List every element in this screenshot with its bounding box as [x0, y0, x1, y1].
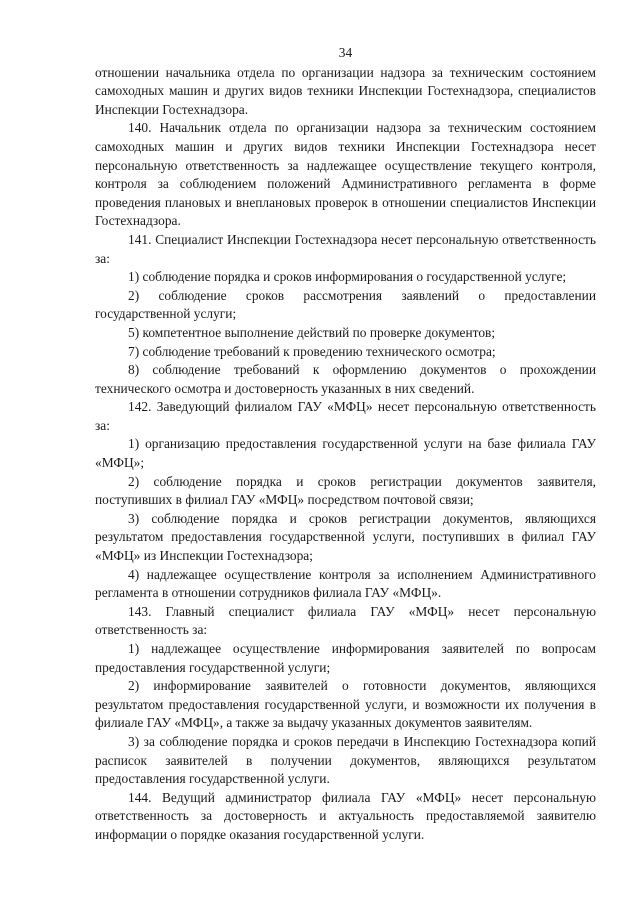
paragraph: 2) соблюдение сроков рассмотрения заявлений о предоставлении государственной услуги; — [95, 287, 596, 322]
paragraph: 1) организацию предоставления государственной услуги на базе филиала ГАУ «МФЦ»; — [95, 436, 596, 471]
paragraph: 141. Специалист Инспекции Гостехнадзора несет персональную ответственность за: — [95, 231, 596, 266]
paragraph: 2) информирование заявителей о готовности документов, являющихся результатом предоставления государственной услуги, и возможности их получения в филиале ГАУ «МФЦ», а также за выдачу указанных документов заявителям. — [95, 678, 596, 731]
paragraph: 7) соблюдение требований к проведению технического осмотра; — [128, 343, 496, 359]
paragraph: 143. Главный специалист филиала ГАУ «МФЦ» несет персональную ответственность за: — [95, 603, 596, 638]
paragraph: 3) за соблюдение порядка и сроков передачи в Инспекцию Гостехнадзора копий расписок заявителей в получении документов, являющихся результатом предоставления государственной услуги. — [95, 733, 596, 787]
paragraph: 5) компетентное выполнение действий по проверке документов; — [128, 324, 496, 340]
paragraph: 142. Заведующий филиалом ГАУ «МФЦ» несет персональную ответственность за: — [95, 399, 596, 433]
document-body — [95, 64, 596, 845]
paragraph: 144. Ведущий администратор филиала ГАУ «МФЦ» несет персональную ответственность за достоверность и актуальность предоставляемой заявителю информации о порядке оказания государственной услуги. — [95, 789, 596, 842]
paragraph: отношении начальника отдела по организации надзора за техническим состоянием самоходных машин и других видов техники Инспекции Гостехнадзора, специалистов Инспекции Гостехнадзора. — [95, 64, 596, 117]
paragraph: 1) надлежащее осуществление информирования заявителей по вопросам предоставления государственной услуги; — [95, 641, 596, 675]
paragraph: 4) надлежащее осуществление контроля за исполнением Административного регламента в отношении сотрудников филиала ГАУ «МФЦ». — [95, 566, 596, 601]
paragraph: 2) соблюдение порядка и сроков регистрации документов заявителя, поступивших в филиал ГАУ «МФЦ» посредством почтовой связи; — [95, 473, 596, 508]
paragraph: 140. Начальник отдела по организации надзора за техническим состоянием самоходных машин и других видов техники Инспекции Гостехнадзора несет персональную ответственность за надлежащее осуществление текущего контроля, контроля за соблюдением положений Административного регламента в форме проведения плановых и внеплановых проверок в отношении специалистов Инспекции Гостехнадзора. — [95, 120, 596, 229]
paragraph: 8) соблюдение требований к оформлению документов о прохождении технического осмотра и достоверность указанных в них сведений. — [95, 362, 596, 396]
page-number: 34 — [338, 45, 353, 60]
paragraph: 3) соблюдение порядка и сроков регистрации документов, являющихся результатом предоставления государственной услуги, поступивших в филиал ГАУ «МФЦ» из Инспекции Гостехнадзора; — [95, 510, 596, 564]
paragraph: 1) соблюдение порядка и сроков информирования о государственной услуге; — [128, 269, 567, 285]
